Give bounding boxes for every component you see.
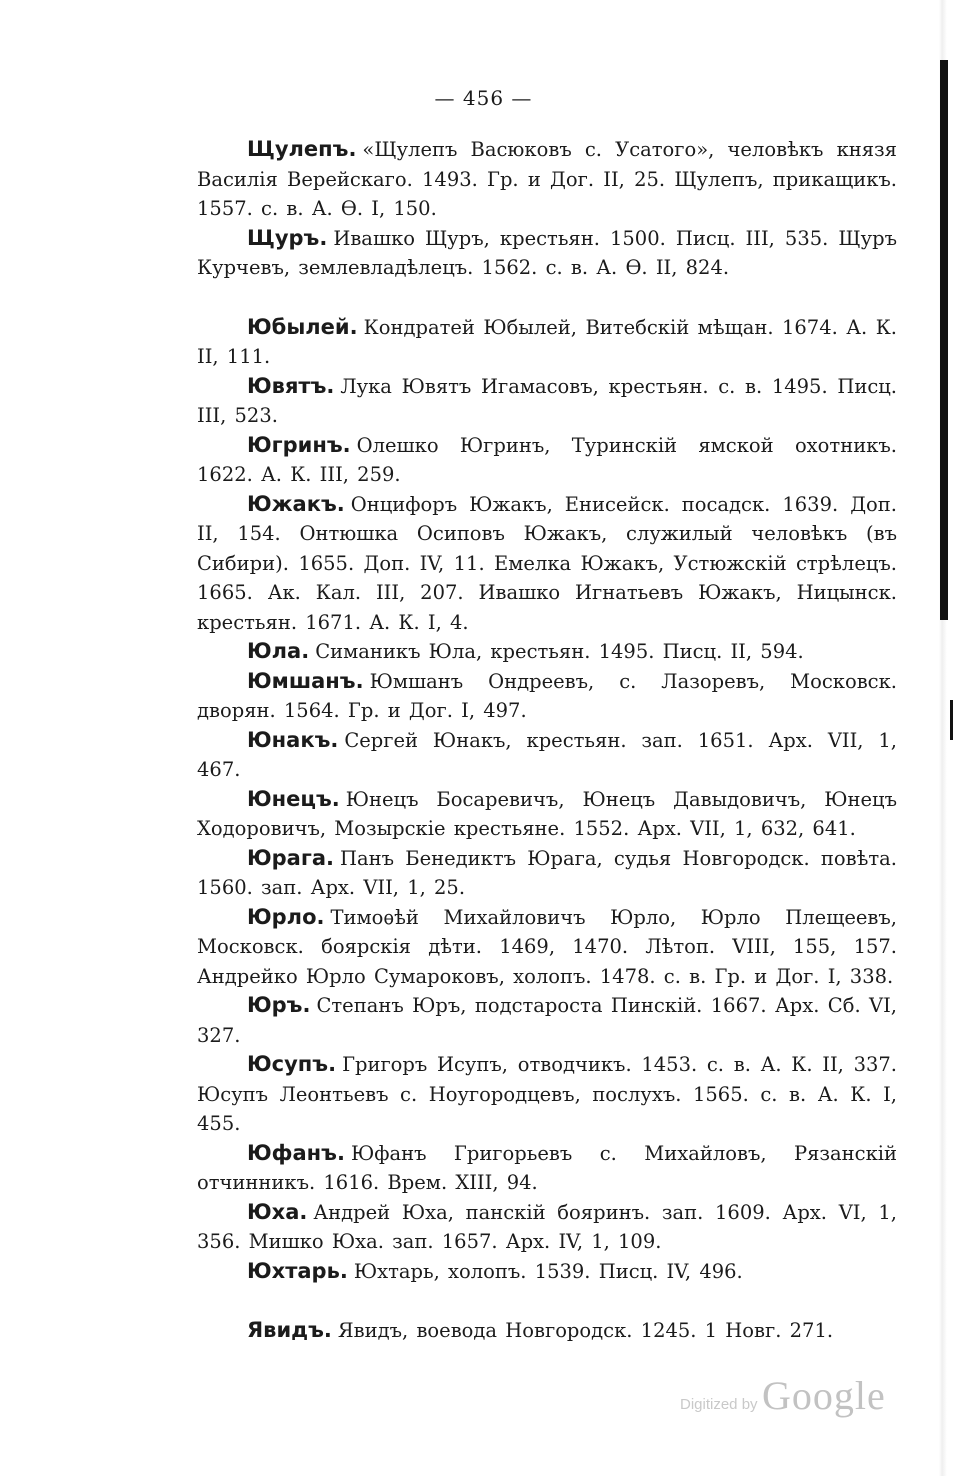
entry <box>197 490 897 638</box>
entry-text: Панъ Бенедиктъ Юрага, судья Новгородск. повѣта. 1560. зап. Арх. VII, 1, 25. <box>197 846 897 899</box>
entry-text: Лука Ювятъ Игамасовъ, крестьян. с. в. 1495. Писц. III, 523. <box>197 374 897 427</box>
dictionary-entries <box>197 135 897 1346</box>
entry-text: Кондратей Юбылей, Витебскій мѣщан. 1674. А. К. II, 111. <box>197 315 897 368</box>
entry-headword: Юрага. <box>247 845 334 870</box>
entry <box>197 1050 897 1139</box>
section-gap <box>197 283 897 313</box>
entry <box>197 135 897 224</box>
entry <box>197 372 897 431</box>
page-number: — 456 — <box>434 86 533 110</box>
entry-headword: Щуръ. <box>247 225 328 250</box>
entry-headword: Юнакъ. <box>247 727 339 752</box>
scan-binding-shadow <box>940 60 948 620</box>
digitized-by-google-watermark <box>680 1372 886 1419</box>
entry <box>197 224 897 283</box>
entry-headword: Юха. <box>247 1199 308 1224</box>
entry <box>197 726 897 785</box>
entry-headword: Юфанъ. <box>247 1140 345 1165</box>
entry-headword: Юхтарь. <box>247 1258 348 1283</box>
entry-text: Онцифоръ Южакъ, Енисейск. посадск. 1639. Доп. II, 154. Онтюшка Осиповъ Южакъ, служилый человѣкъ (въ Сибири). 1655. Доп. IV, 11. Емелка Южакъ, Устюжскій стрѣлецъ. 1665. Ак. Кал. III, 207. Ивашко Игнатьевъ Южакъ, Ницынск. крестьян. 1671. А. К. I, 4. <box>197 492 897 634</box>
entry-text: Григоръ Исупъ, отводчикъ. 1453. с. в. А. К. II, 337. Юсупъ Леонтьевъ с. Ноугородцевъ, послухъ. 1565. с. в. А. К. I, 455. <box>197 1053 897 1135</box>
section-gap <box>197 1286 897 1316</box>
entry <box>197 637 897 667</box>
entry <box>197 667 897 726</box>
entry-headword: Щулепъ. <box>247 137 357 161</box>
entry-headword: Юрло. <box>247 904 325 929</box>
entry <box>197 991 897 1050</box>
entry-headword: Югринъ. <box>247 432 351 457</box>
entry-text: Сергей Юнакъ, крестьян. зап. 1651. Арх. VII, 1, 467. <box>197 728 897 781</box>
entry <box>197 1198 897 1257</box>
entry <box>197 903 897 992</box>
entry-text: Юхтарь, холопъ. 1539. Писц. IV, 496. <box>353 1259 743 1283</box>
entry-headword: Ювятъ. <box>247 373 335 398</box>
entry <box>197 1257 897 1287</box>
entry-text: Тимоѳѣй Михайловичъ Юрло, Юрло Плещеевъ, Московск. боярскія дѣти. 1469, 1470. Лѣтоп. VIII, 155, 157. Андрейко Юрло Сумароковъ, холопъ. 1478. с. в. Гр. и Дог. I, 338. <box>197 905 897 988</box>
watermark-prefix: Digitized by <box>680 1396 758 1413</box>
entry-headword: Юмшанъ. <box>247 668 364 693</box>
entry <box>197 844 897 903</box>
entry-text: Степанъ Юръ, подстароста Пинскій. 1667. Арх. Сб. VI, 327. <box>197 994 897 1047</box>
entry-text: Олешко Югринъ, Туринскій ямской охотникъ. 1622. А. К. III, 259. <box>197 433 897 486</box>
entry-headword: Юнецъ. <box>247 786 340 811</box>
entry-text: Юнецъ Босаревичъ, Юнецъ Давыдовичъ, Юнецъ Ходоровичъ, Мозырскіе крестьяне. 1552. Арх. VII, 1, 632, 641. <box>197 787 897 840</box>
entry-text: Андрей Юха, панскій бояринъ. зап. 1609. Арх. VI, 1, 356. Мишко Юха. зап. 1657. Арх. IV, 1, 109. <box>197 1200 897 1253</box>
entry-headword: Юбылей. <box>247 314 358 339</box>
scan-binding-mark <box>950 700 953 740</box>
google-logo: Google <box>762 1373 886 1418</box>
entry-text: Симаникъ Юла, крестьян. 1495. Писц. II, 594. <box>315 640 804 663</box>
entry-text: Ивашко Щуръ, крестьян. 1500. Писц. III, 535. Щуръ Курчевъ, землевладѣлецъ. 1562. с. в. А. Ѳ. II, 824. <box>197 226 897 279</box>
entry-headword: Южакъ. <box>247 491 345 516</box>
entry-text: Юмшанъ Ондреевъ, с. Лазоревъ, Московск. дворян. 1564. Гр. и Дог. I, 497. <box>197 669 897 722</box>
entry-headword: Юла. <box>247 639 310 663</box>
entry-headword: Юсупъ. <box>247 1052 337 1076</box>
entry <box>197 1139 897 1198</box>
entry <box>197 785 897 844</box>
entry <box>197 313 897 372</box>
entry-text: Юфанъ Григорьевъ с. Михайловъ, Рязанскій отчинникъ. 1616. Врем. XIII, 94. <box>197 1141 897 1194</box>
entry <box>197 1316 897 1346</box>
entry-text: «Щулепъ Васюковъ с. Усатого», человѣкъ князя Василія Верейскаго. 1493. Гр. и Дог. II, 25. Щулепъ, прикащикъ. 1557. с. в. А. Ѳ. I, 150. <box>197 138 897 220</box>
entry <box>197 431 897 490</box>
entry-headword: Юръ. <box>247 993 311 1017</box>
entry-headword: Явидъ. <box>247 1318 332 1342</box>
entry-text: Явидъ, воевода Новгородск. 1245. 1 Новг. 271. <box>337 1319 834 1342</box>
